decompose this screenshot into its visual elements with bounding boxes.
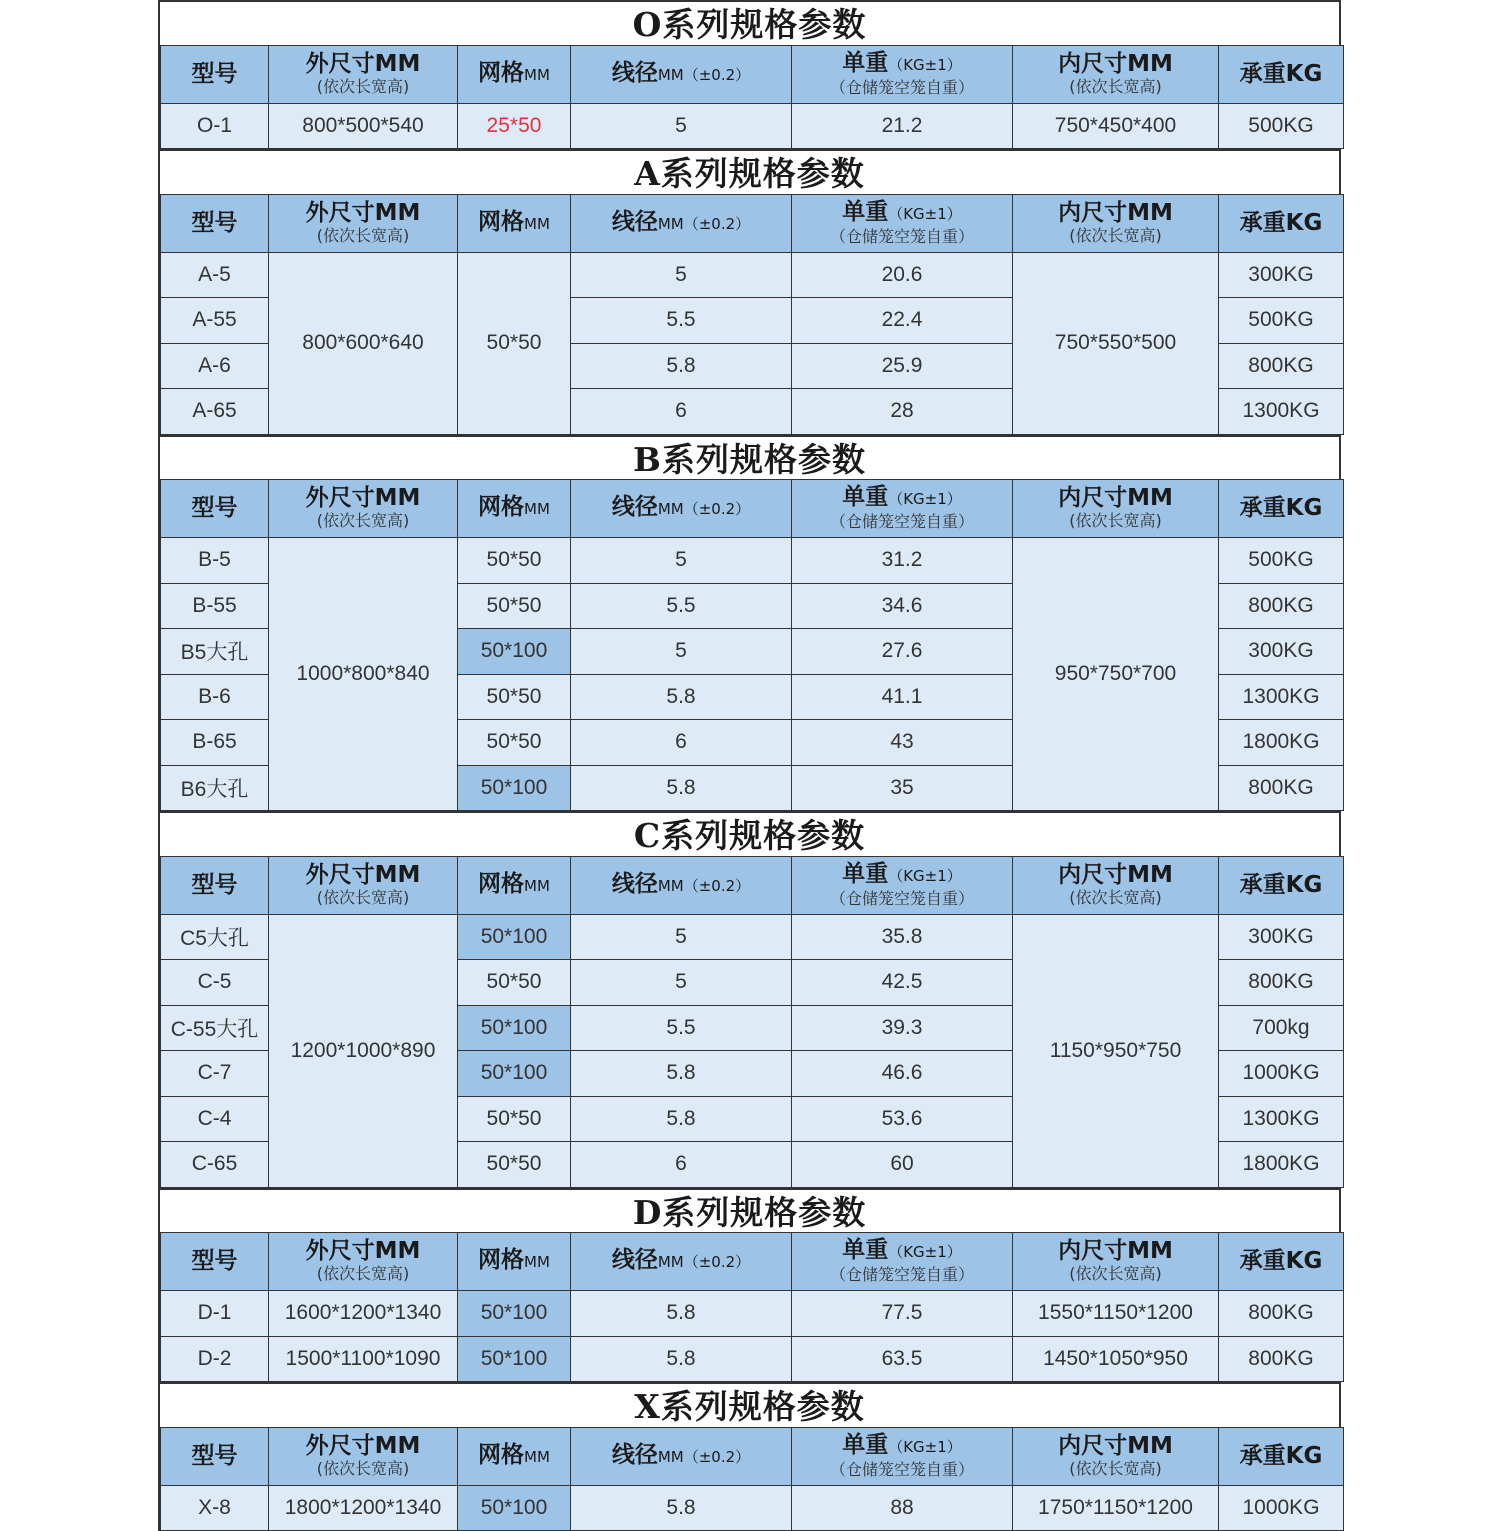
cell-wire: 5.8 [571, 1096, 792, 1142]
header-weight: 单重（KG±1） （仓储笼空笼自重） [792, 480, 1013, 538]
header-model: 型号 [161, 194, 269, 252]
cell-inner: 1750*1150*1200 [1013, 1485, 1219, 1531]
table-row [161, 1291, 1344, 1337]
cell-wire: 5.8 [571, 674, 792, 720]
header-wire: 线径MM（±0.2） [571, 1427, 792, 1485]
cell-wire: 5.5 [571, 1005, 792, 1051]
cell-load: 300KG [1219, 252, 1344, 298]
cell-mesh: 50*100 [458, 629, 571, 675]
cell-wire: 5.8 [571, 1291, 792, 1337]
cell-load: 700kg [1219, 1005, 1344, 1051]
cell-model: C-55大孔 [161, 1005, 269, 1051]
cell-mesh: 50*50 [458, 252, 571, 434]
cell-outer: 1500*1100*1090 [269, 1336, 458, 1382]
cell-model: A-55 [161, 298, 269, 344]
cell-outer: 1200*1000*890 [269, 914, 458, 1187]
cell-weight: 46.6 [792, 1051, 1013, 1097]
cell-inner: 750*550*500 [1013, 252, 1219, 434]
cell-mesh: 50*100 [458, 914, 571, 960]
cell-mesh: 50*100 [458, 1005, 571, 1051]
cell-wire: 5.8 [571, 343, 792, 389]
cell-wire: 6 [571, 1142, 792, 1188]
cell-mesh: 50*100 [458, 765, 571, 811]
header-weight: 单重（KG±1） （仓储笼空笼自重） [792, 856, 1013, 914]
header-inner: 内尺寸MM (依次长宽高) [1013, 1427, 1219, 1485]
header-inner: 内尺寸MM (依次长宽高) [1013, 1233, 1219, 1291]
header-load: 承重KG [1219, 45, 1344, 103]
header-wire: 线径MM（±0.2） [571, 856, 792, 914]
cell-weight: 35.8 [792, 914, 1013, 960]
header-wire: 线径MM（±0.2） [571, 45, 792, 103]
cell-outer: 800*500*540 [269, 103, 458, 149]
cell-model: B-65 [161, 720, 269, 766]
cell-wire: 5.5 [571, 298, 792, 344]
header-inner: 内尺寸MM (依次长宽高) [1013, 480, 1219, 538]
header-weight: 单重（KG±1） （仓储笼空笼自重） [792, 1233, 1013, 1291]
header-outer: 外尺寸MM (依次长宽高) [269, 856, 458, 914]
cell-load: 500KG [1219, 538, 1344, 584]
cell-load: 300KG [1219, 629, 1344, 675]
cell-wire: 5.8 [571, 1051, 792, 1097]
cell-model: B-55 [161, 583, 269, 629]
cell-model: D-2 [161, 1336, 269, 1382]
section-title: B系列规格参数 [160, 435, 1339, 480]
cell-mesh: 50*50 [458, 674, 571, 720]
cell-mesh: 50*100 [458, 1291, 571, 1337]
spec-table [160, 479, 1344, 811]
cell-model: C-7 [161, 1051, 269, 1097]
header-model: 型号 [161, 1427, 269, 1485]
cell-weight: 34.6 [792, 583, 1013, 629]
cell-weight: 20.6 [792, 252, 1013, 298]
header-model: 型号 [161, 480, 269, 538]
cell-weight: 60 [792, 1142, 1013, 1188]
header-model: 型号 [161, 1233, 269, 1291]
cell-load: 1300KG [1219, 674, 1344, 720]
cell-weight: 77.5 [792, 1291, 1013, 1337]
header-outer: 外尺寸MM (依次长宽高) [269, 45, 458, 103]
header-inner: 内尺寸MM (依次长宽高) [1013, 194, 1219, 252]
cell-load: 500KG [1219, 298, 1344, 344]
cell-outer: 800*600*640 [269, 252, 458, 434]
table-row [161, 538, 1344, 584]
cell-load: 1300KG [1219, 1096, 1344, 1142]
header-wire: 线径MM（±0.2） [571, 1233, 792, 1291]
cell-model: B-5 [161, 538, 269, 584]
cell-model: A-5 [161, 252, 269, 298]
cell-model: C-65 [161, 1142, 269, 1188]
header-load: 承重KG [1219, 194, 1344, 252]
cell-wire: 5.8 [571, 1485, 792, 1531]
cell-load: 1800KG [1219, 720, 1344, 766]
cell-outer: 1000*800*840 [269, 538, 458, 811]
header-outer: 外尺寸MM (依次长宽高) [269, 1427, 458, 1485]
table-row [161, 103, 1344, 149]
spec-sheet [158, 0, 1341, 1531]
spec-table [160, 194, 1344, 435]
header-row [161, 194, 1344, 252]
cell-inner: 1150*950*750 [1013, 914, 1219, 1187]
cell-wire: 5 [571, 629, 792, 675]
spec-table [160, 1232, 1344, 1382]
spec-table [160, 45, 1344, 150]
cell-inner: 1550*1150*1200 [1013, 1291, 1219, 1337]
cell-model: O-1 [161, 103, 269, 149]
table-row [161, 252, 1344, 298]
cell-inner: 950*750*700 [1013, 538, 1219, 811]
section-title: O系列规格参数 [160, 0, 1339, 45]
cell-outer: 1600*1200*1340 [269, 1291, 458, 1337]
header-inner: 内尺寸MM (依次长宽高) [1013, 45, 1219, 103]
header-row [161, 45, 1344, 103]
table-row [161, 1485, 1344, 1531]
cell-load: 1000KG [1219, 1485, 1344, 1531]
cell-load: 1800KG [1219, 1142, 1344, 1188]
cell-weight: 21.2 [792, 103, 1013, 149]
spec-table [160, 1427, 1344, 1531]
cell-weight: 35 [792, 765, 1013, 811]
cell-wire: 5 [571, 960, 792, 1006]
section-title: X系列规格参数 [160, 1382, 1339, 1427]
cell-wire: 6 [571, 720, 792, 766]
cell-weight: 27.6 [792, 629, 1013, 675]
section-title: A系列规格参数 [160, 149, 1339, 194]
header-load: 承重KG [1219, 480, 1344, 538]
cell-mesh: 50*100 [458, 1336, 571, 1382]
header-outer: 外尺寸MM (依次长宽高) [269, 480, 458, 538]
cell-weight: 88 [792, 1485, 1013, 1531]
cell-weight: 43 [792, 720, 1013, 766]
header-model: 型号 [161, 45, 269, 103]
cell-load: 800KG [1219, 1291, 1344, 1337]
cell-load: 800KG [1219, 343, 1344, 389]
cell-wire: 5 [571, 914, 792, 960]
cell-weight: 41.1 [792, 674, 1013, 720]
cell-model: C-5 [161, 960, 269, 1006]
cell-model: B5大孔 [161, 629, 269, 675]
cell-wire: 6 [571, 389, 792, 435]
cell-model: A-6 [161, 343, 269, 389]
header-weight: 单重（KG±1） （仓储笼空笼自重） [792, 45, 1013, 103]
cell-wire: 5.8 [571, 1336, 792, 1382]
cell-wire: 5.8 [571, 765, 792, 811]
cell-load: 800KG [1219, 1336, 1344, 1382]
cell-weight: 28 [792, 389, 1013, 435]
header-load: 承重KG [1219, 1427, 1344, 1485]
section-title: C系列规格参数 [160, 811, 1339, 856]
header-mesh: 网格MM [458, 856, 571, 914]
header-weight: 单重（KG±1） （仓储笼空笼自重） [792, 194, 1013, 252]
spec-table [160, 856, 1344, 1188]
cell-mesh: 50*50 [458, 1096, 571, 1142]
header-mesh: 网格MM [458, 480, 571, 538]
cell-mesh: 50*50 [458, 583, 571, 629]
cell-outer: 1800*1200*1340 [269, 1485, 458, 1531]
cell-mesh: 50*50 [458, 720, 571, 766]
cell-mesh: 50*50 [458, 1142, 571, 1188]
cell-load: 800KG [1219, 765, 1344, 811]
header-outer: 外尺寸MM (依次长宽高) [269, 194, 458, 252]
table-row [161, 914, 1344, 960]
cell-model: B-6 [161, 674, 269, 720]
cell-load: 500KG [1219, 103, 1344, 149]
cell-model: D-1 [161, 1291, 269, 1337]
cell-load: 1300KG [1219, 389, 1344, 435]
header-outer: 外尺寸MM (依次长宽高) [269, 1233, 458, 1291]
cell-load: 800KG [1219, 583, 1344, 629]
header-inner: 内尺寸MM (依次长宽高) [1013, 856, 1219, 914]
cell-weight: 39.3 [792, 1005, 1013, 1051]
header-weight: 单重（KG±1） （仓储笼空笼自重） [792, 1427, 1013, 1485]
cell-weight: 63.5 [792, 1336, 1013, 1382]
cell-weight: 53.6 [792, 1096, 1013, 1142]
header-mesh: 网格MM [458, 1427, 571, 1485]
cell-mesh: 50*50 [458, 538, 571, 584]
header-wire: 线径MM（±0.2） [571, 480, 792, 538]
header-row [161, 1233, 1344, 1291]
cell-load: 800KG [1219, 960, 1344, 1006]
cell-inner: 750*450*400 [1013, 103, 1219, 149]
cell-weight: 31.2 [792, 538, 1013, 584]
cell-model: C5大孔 [161, 914, 269, 960]
cell-wire: 5 [571, 538, 792, 584]
header-row [161, 480, 1344, 538]
cell-wire: 5 [571, 252, 792, 298]
header-load: 承重KG [1219, 1233, 1344, 1291]
cell-weight: 25.9 [792, 343, 1013, 389]
cell-model: A-65 [161, 389, 269, 435]
cell-weight: 22.4 [792, 298, 1013, 344]
header-mesh: 网格MM [458, 45, 571, 103]
cell-mesh: 50*100 [458, 1485, 571, 1531]
cell-mesh: 50*100 [458, 1051, 571, 1097]
section-title: D系列规格参数 [160, 1188, 1339, 1233]
cell-weight: 42.5 [792, 960, 1013, 1006]
header-wire: 线径MM（±0.2） [571, 194, 792, 252]
cell-mesh: 25*50 [458, 103, 571, 149]
header-mesh: 网格MM [458, 1233, 571, 1291]
cell-wire: 5 [571, 103, 792, 149]
header-row [161, 856, 1344, 914]
cell-model: B6大孔 [161, 765, 269, 811]
cell-model: C-4 [161, 1096, 269, 1142]
cell-mesh: 50*50 [458, 960, 571, 1006]
cell-load: 300KG [1219, 914, 1344, 960]
cell-load: 1000KG [1219, 1051, 1344, 1097]
header-model: 型号 [161, 856, 269, 914]
header-row [161, 1427, 1344, 1485]
table-row [161, 1336, 1344, 1382]
cell-model: X-8 [161, 1485, 269, 1531]
cell-inner: 1450*1050*950 [1013, 1336, 1219, 1382]
header-mesh: 网格MM [458, 194, 571, 252]
cell-wire: 5.5 [571, 583, 792, 629]
header-load: 承重KG [1219, 856, 1344, 914]
